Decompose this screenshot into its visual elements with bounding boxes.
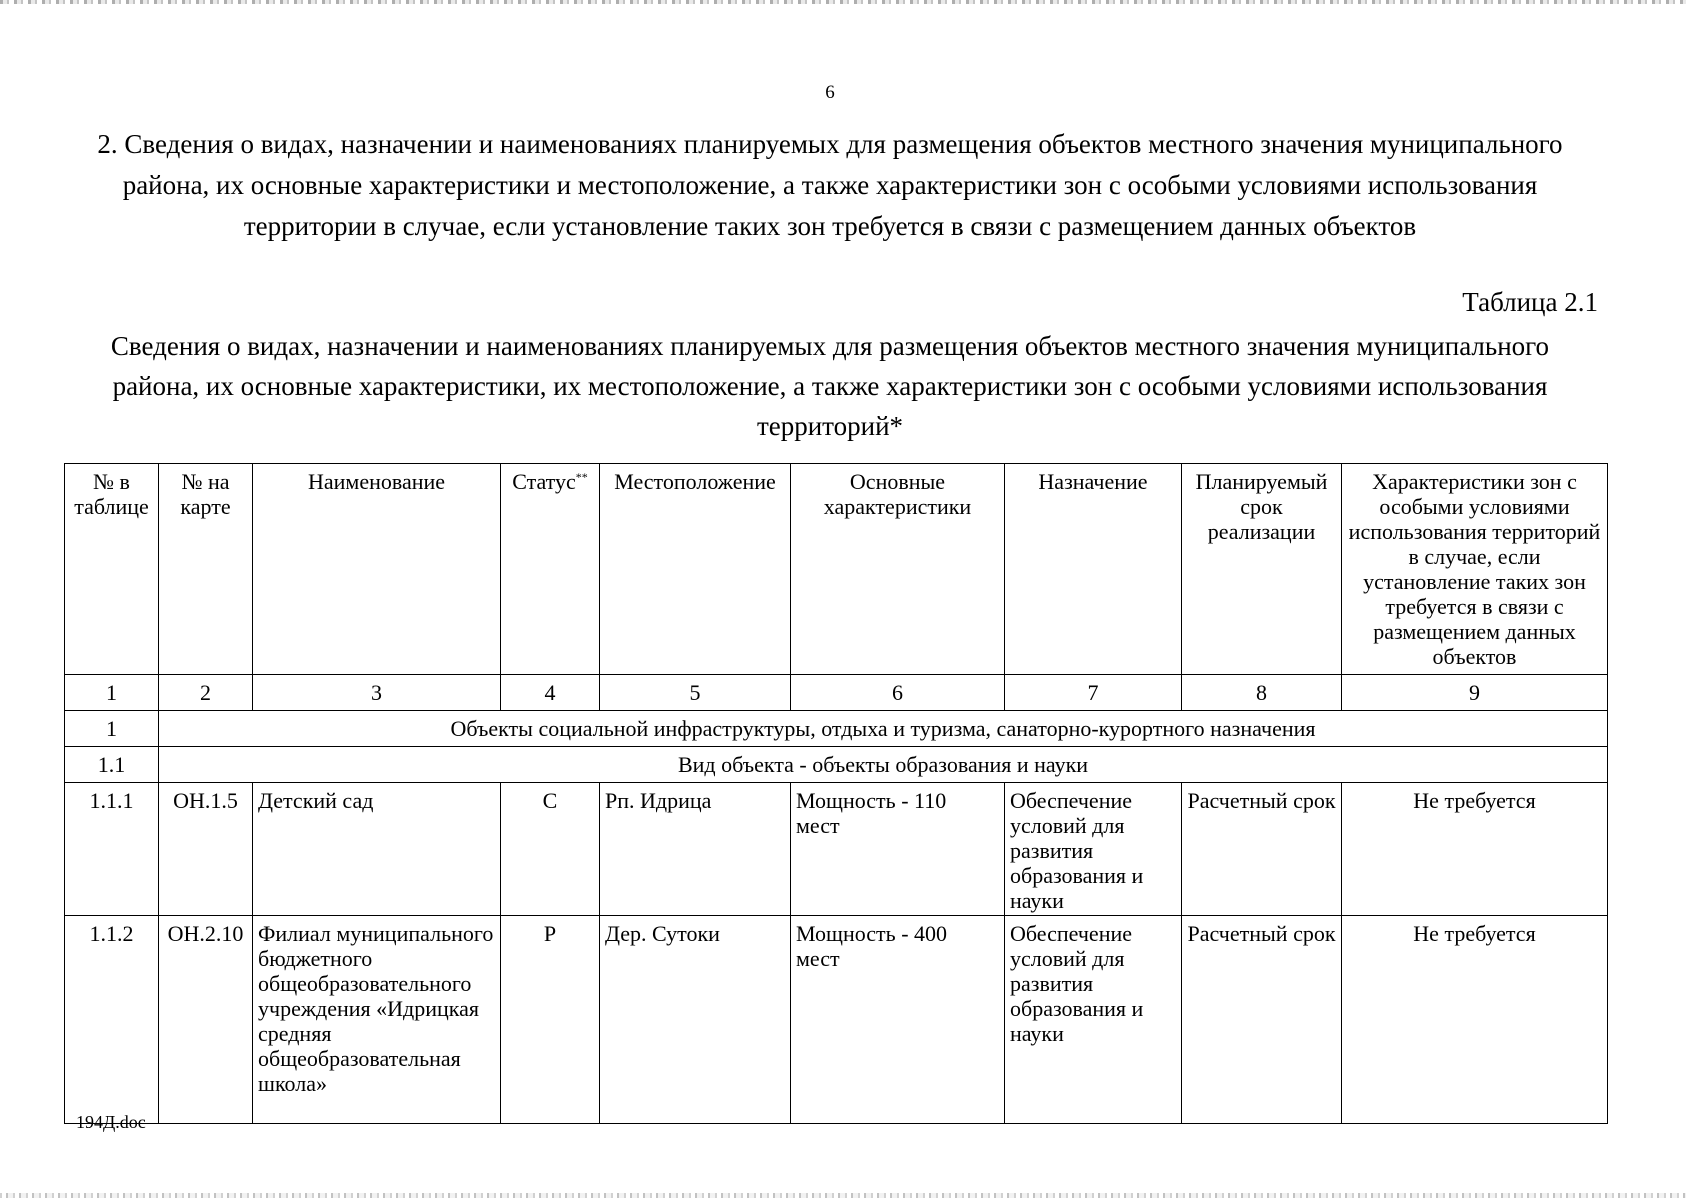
header-num-in-table: № в таблице bbox=[65, 464, 159, 675]
row-zones: Не требуется bbox=[1342, 916, 1608, 1124]
row-name: Детский сад bbox=[253, 783, 501, 916]
header-location: Местоположение bbox=[600, 464, 791, 675]
table-row bbox=[65, 916, 1608, 1124]
column-number: 7 bbox=[1005, 675, 1182, 711]
section-heading: 2. Сведения о видах, назначении и наименованиях планируемых для размещения объектов местного значения муниципального района, их основные характеристики и местоположение, а также характеристики зон с особыми условиями использования территории в случае, если установление таких зон требуется в связи с размещением данных объектов bbox=[97, 129, 1563, 241]
group-number: 1 bbox=[65, 711, 159, 747]
column-number: 5 bbox=[600, 675, 791, 711]
scan-edge-top bbox=[0, 0, 1686, 4]
row-purpose: Обеспечение условий для развития образования и науки bbox=[1005, 783, 1182, 916]
row-name: Филиал муниципального бюджетного общеобразовательного учреждения «Идрицкая средняя общеобразовательная школа» bbox=[253, 916, 501, 1124]
header-characteristics: Основные характеристики bbox=[791, 464, 1005, 675]
header-name: Наименование bbox=[253, 464, 501, 675]
group-row bbox=[65, 711, 1608, 747]
page-number: 6 bbox=[825, 82, 835, 103]
table-header-row bbox=[65, 464, 1608, 675]
table-number: Таблица 2.1 bbox=[1462, 287, 1598, 317]
objects-table bbox=[64, 463, 1608, 1124]
row-term: Расчетный срок bbox=[1182, 916, 1342, 1124]
row-num: 1.1.2 bbox=[65, 916, 159, 1124]
table-title: Сведения о видах, назначении и наименованиях планируемых для размещения объектов местного значения муниципального района, их основные характеристики, их местоположение, а также характеристики зон с особыми условиями использования территорий* bbox=[110, 331, 1550, 441]
header-zones: Характеристики зон с особыми условиями использования территорий в случае, если установление таких зон требуется в связи с размещением данных объектов bbox=[1342, 464, 1608, 675]
subgroup-number: 1.1 bbox=[65, 747, 159, 783]
table-row bbox=[65, 783, 1608, 916]
row-map-num: ОН.1.5 bbox=[159, 783, 253, 916]
row-zones: Не требуется bbox=[1342, 783, 1608, 916]
column-number: 4 bbox=[501, 675, 600, 711]
row-purpose: Обеспечение условий для развития образования и науки bbox=[1005, 916, 1182, 1124]
column-number: 6 bbox=[791, 675, 1005, 711]
column-number: 1 bbox=[65, 675, 159, 711]
header-purpose: Назначение bbox=[1005, 464, 1182, 675]
row-map-num: ОН.2.10 bbox=[159, 916, 253, 1124]
row-location: Рп. Идрица bbox=[600, 783, 791, 916]
column-number: 2 bbox=[159, 675, 253, 711]
column-number: 8 bbox=[1182, 675, 1342, 711]
row-term: Расчетный срок bbox=[1182, 783, 1342, 916]
column-number-row bbox=[65, 675, 1608, 711]
row-status: С bbox=[501, 783, 600, 916]
subgroup-title: Вид объекта - объекты образования и науки bbox=[159, 747, 1608, 783]
header-status-footnote-mark: ** bbox=[575, 470, 588, 484]
header-status bbox=[501, 464, 600, 675]
group-title: Объекты социальной инфраструктуры, отдыха и туризма, санаторно-курортного назначения bbox=[159, 711, 1608, 747]
header-num-on-map: № на карте bbox=[159, 464, 253, 675]
row-status: Р bbox=[501, 916, 600, 1124]
column-number: 3 bbox=[253, 675, 501, 711]
row-characteristics: Мощность - 110 мест bbox=[791, 783, 1005, 916]
subgroup-row bbox=[65, 747, 1608, 783]
row-characteristics: Мощность - 400 мест bbox=[791, 916, 1005, 1124]
header-term: Планируемый срок реализации bbox=[1182, 464, 1342, 675]
scan-edge-bottom bbox=[0, 1193, 1686, 1198]
row-num: 1.1.1 bbox=[65, 783, 159, 916]
row-location: Дер. Сутоки bbox=[600, 916, 791, 1124]
header-status-label: Статус bbox=[512, 469, 576, 494]
document-code: 194Д.doc bbox=[76, 1112, 146, 1132]
column-number: 9 bbox=[1342, 675, 1608, 711]
